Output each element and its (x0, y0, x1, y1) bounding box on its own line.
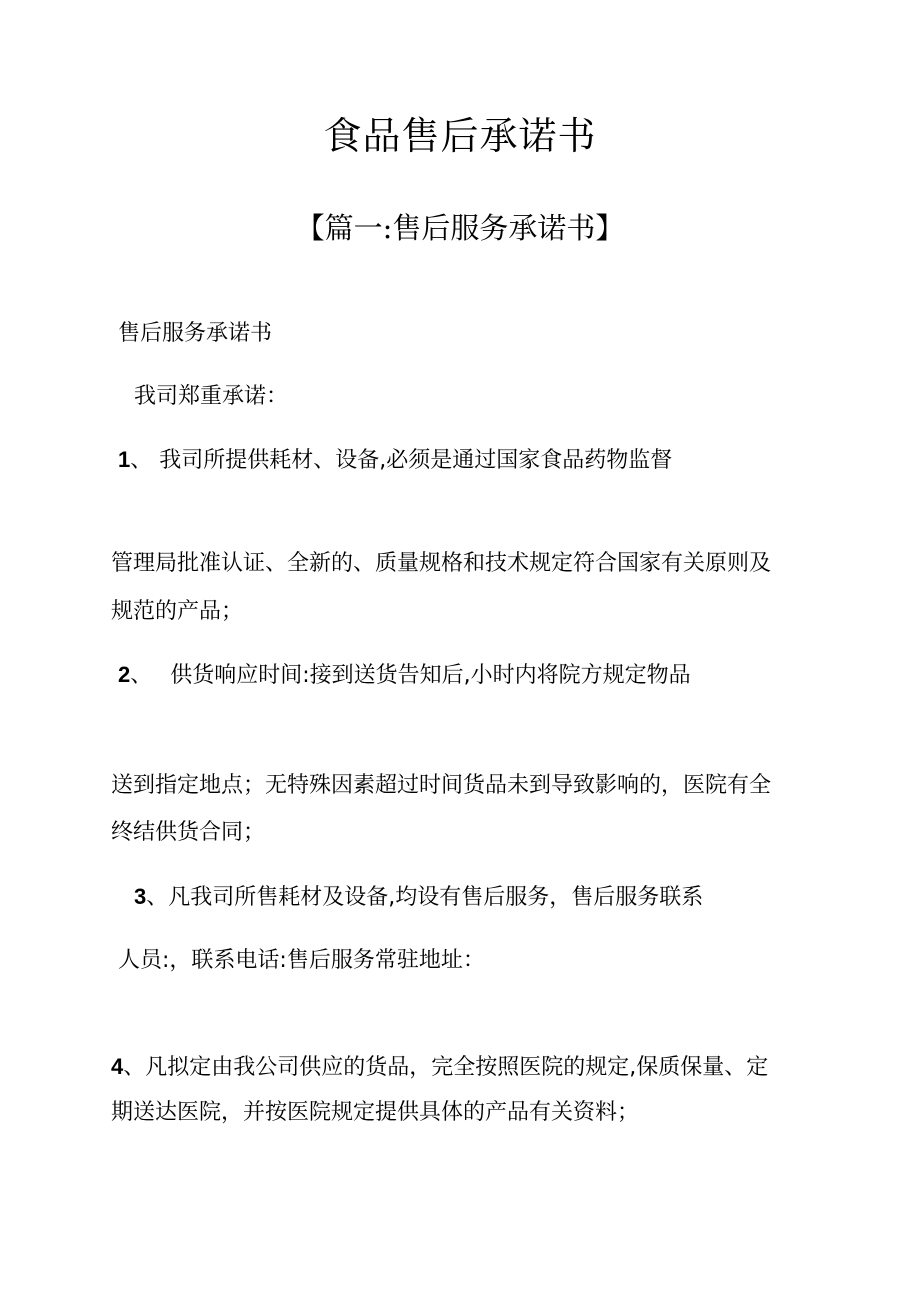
document-title: 食品售后承诺书 (323, 114, 597, 158)
item-2-number: 2 (118, 662, 131, 687)
item-1-line-2: 管理局批准认证、全新的、质量规格和技术规定符合国家有关原则及 (111, 551, 772, 576)
item-1-line-3: 规范的产品； (111, 599, 244, 624)
item-1-text-1: 、 我司所提供耗材、设备,必须是通过国家食品药物监督 (130, 448, 673, 473)
item-2-line-2: 送到指定地点；无特殊因素超过时间货品未到导致影响的，医院有全 (111, 773, 772, 798)
item-3-number: 3 (134, 884, 147, 909)
item-4-text-1: 、凡拟定由我公司供应的货品，完全按照医院的规定,保质保量、定 (123, 1055, 769, 1080)
item-4-line-1 (111, 1052, 768, 1083)
intro-text: 我司郑重承诺： (134, 384, 289, 409)
item-3-line-1 (134, 882, 703, 913)
item-1-line-1 (118, 445, 672, 476)
item-2-line-3: 终结供货合同； (111, 820, 266, 845)
item-1-number: 1 (118, 447, 131, 472)
item-2-text-1: 、 供货响应时间:接到送货告知后,小时内将院方规定物品 (130, 663, 691, 688)
item-4-number: 4 (111, 1054, 124, 1079)
item-4-line-2: 期送达医院，并按医院规定提供具体的产品有关资料； (111, 1100, 640, 1125)
item-2-line-1 (118, 660, 691, 691)
section-heading: 售后服务承诺书 (118, 321, 273, 346)
item-3-line-2: 人员:，联系电话:售后服务常驻地址： (118, 948, 485, 973)
item-3-text-1: 、凡我司所售耗材及设备,均设有售后服务，售后服务联系 (146, 885, 704, 910)
document-subtitle: 【篇一:售后服务承诺书】 (295, 211, 625, 245)
